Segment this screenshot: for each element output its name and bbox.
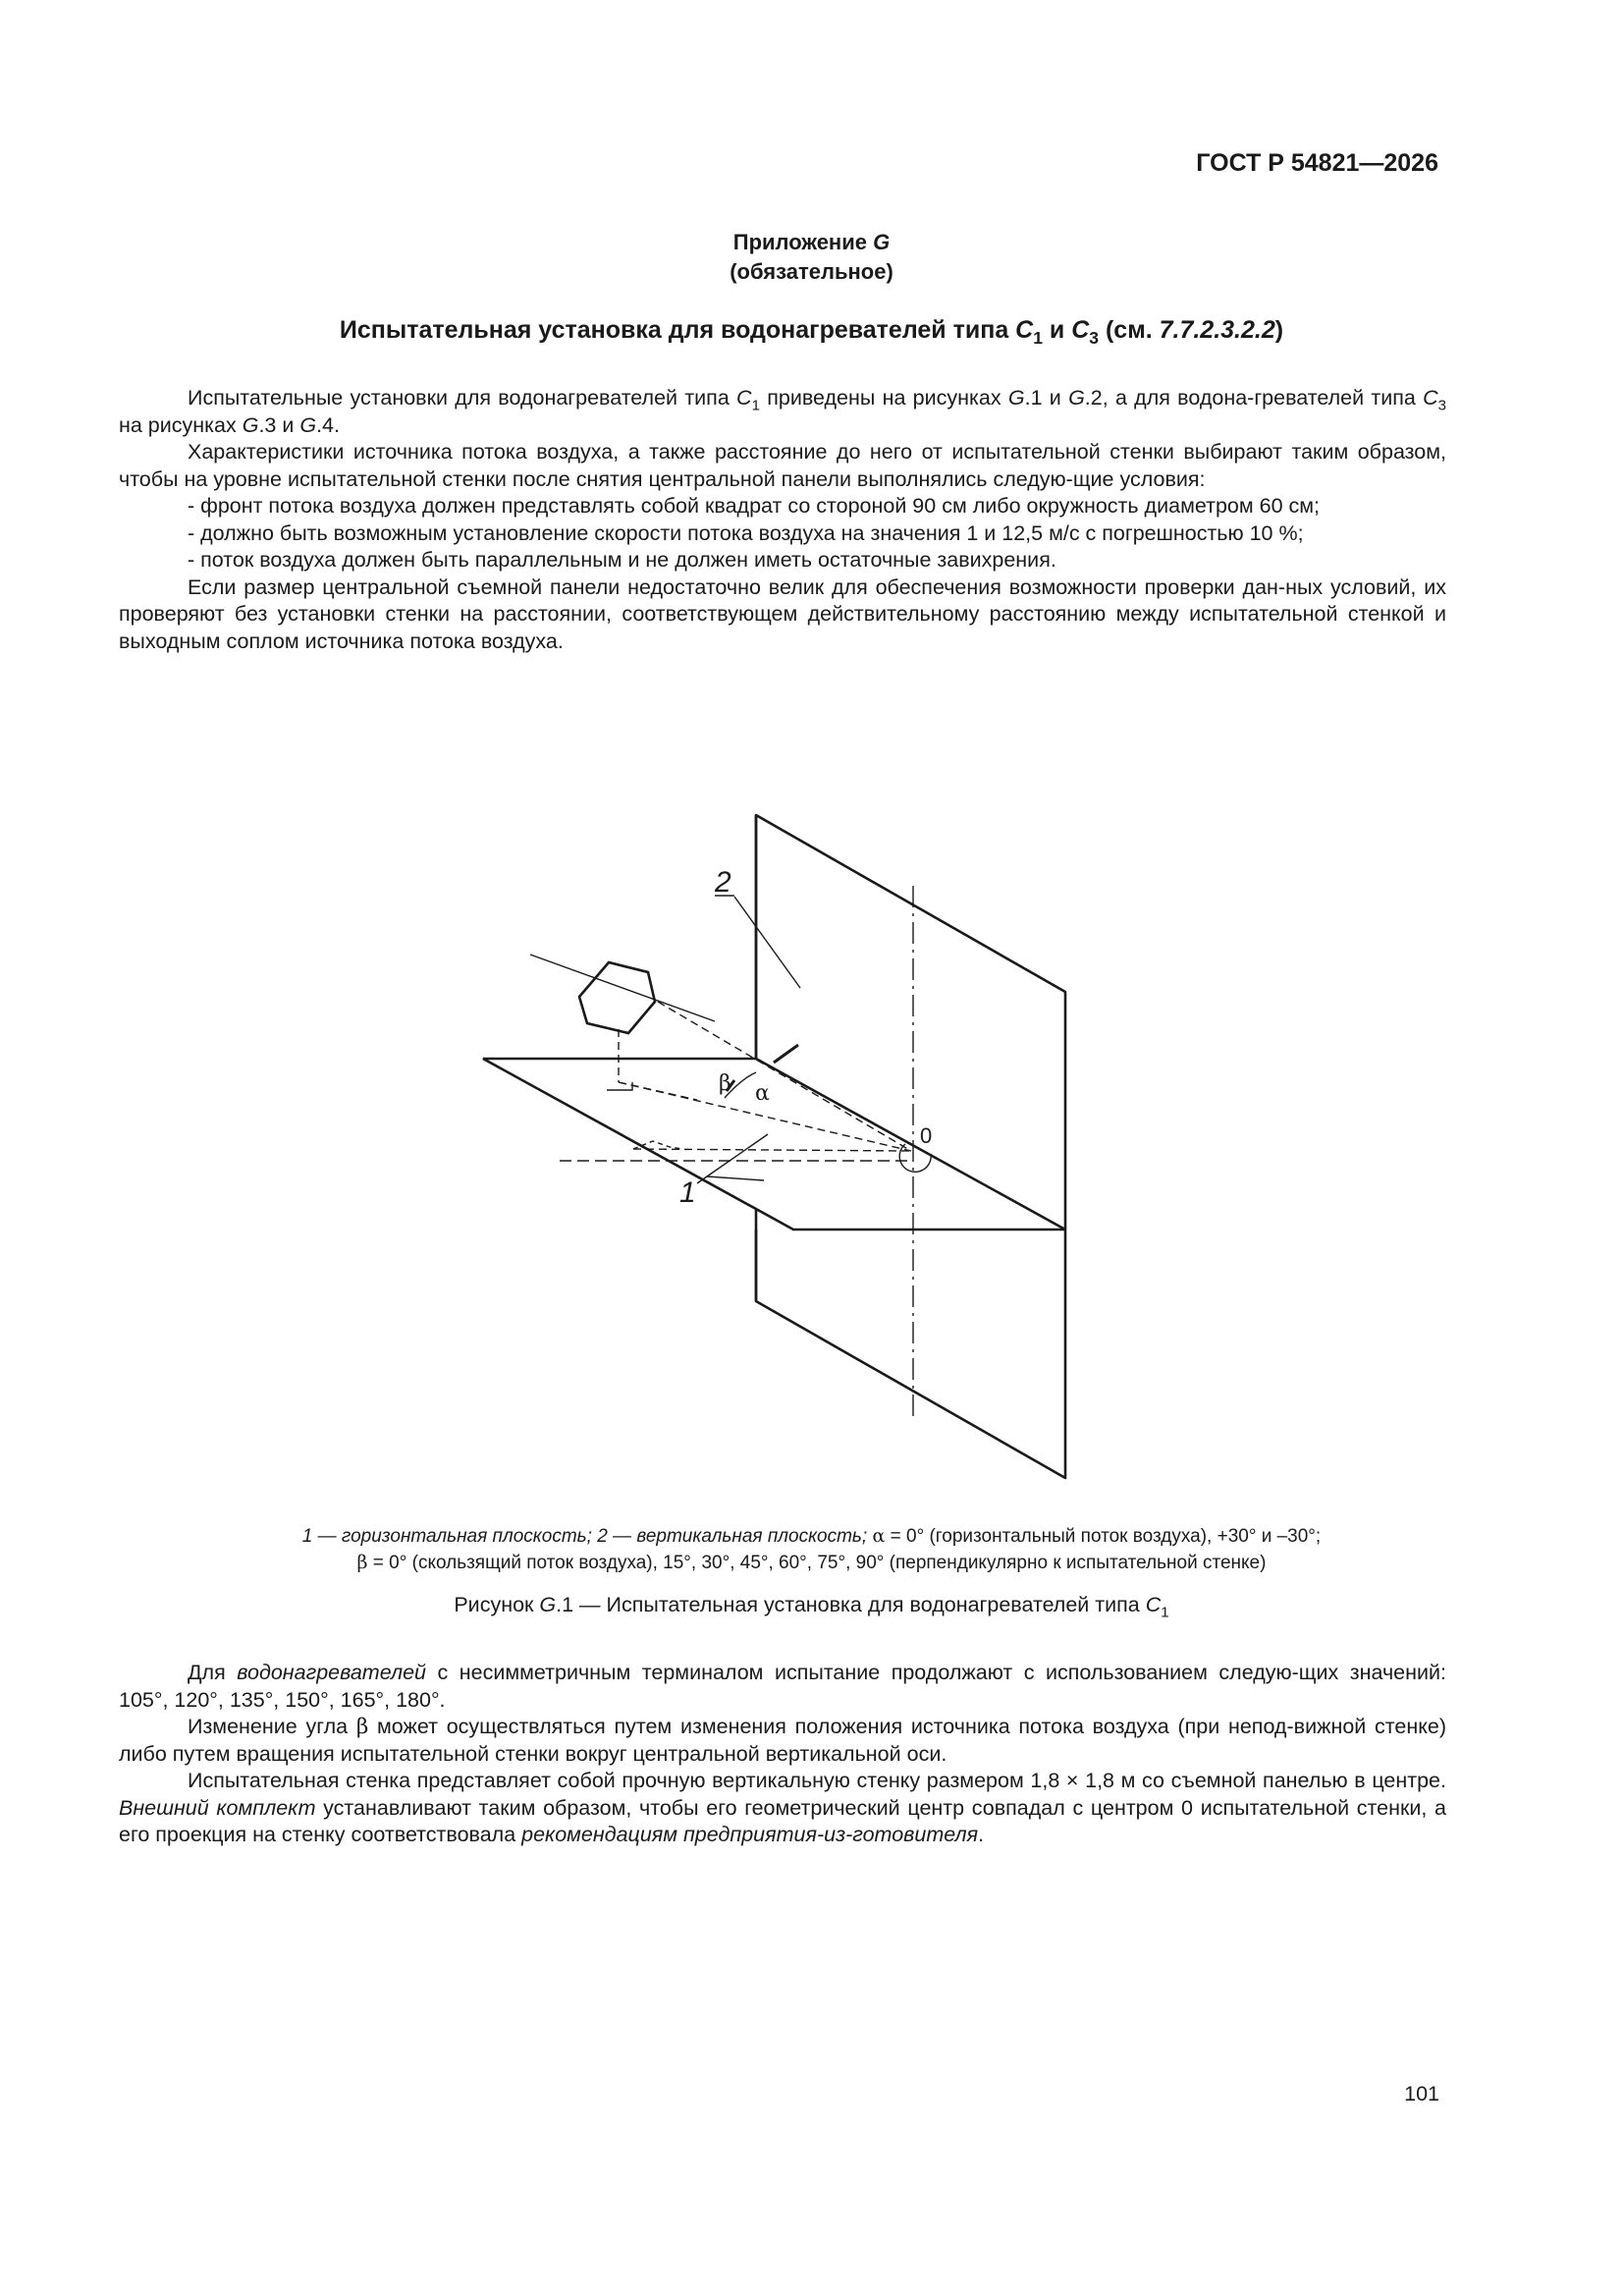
paragraph-1: Испытательные установки для водонагревателей типа $C_1$ приведены на рисунках G.1 и G.2, а для водона-гревателей типа $C_3$ на рисунках G.3 и G.4. bbox=[119, 386, 1446, 437]
list-item-1: - фронт потока воздуха должен представлять собой квадрат со стороной 90 см либо окружность диаметром 60 см; bbox=[188, 494, 1321, 518]
paragraph-5: Изменение угла β может осуществляться путем изменения положения источника потока воздуха (при непод-вижной стенке) либо путем вращения испытательной стенки вокруг центральной вертикальной оси. bbox=[119, 1715, 1446, 1766]
page-number: 101 bbox=[1404, 2082, 1439, 2105]
annex-heading bbox=[0, 228, 1623, 287]
air-source bbox=[579, 962, 655, 1033]
document-code: ГОСТ Р 54821—2026 bbox=[1196, 149, 1438, 177]
figure-legend: 1 — горизонтальная плоскость; 2 — вертикальная плоскость; α = 0° (горизонтальный поток воздуха), +30° и –30°; β = 0° (скользящий поток воздуха), 15°, 30°, 45°, 60°, 75°, 90° (перпендикулярно к испытательной стенке) bbox=[301, 1525, 1322, 1573]
annex-title: Испытательная установка для водонагревателей типа $C_1$ и $C_3$ (см. 7.7.2.3.2.2) bbox=[339, 316, 1284, 349]
closing-text bbox=[119, 1660, 1446, 1849]
horizontal-plane bbox=[483, 1059, 1065, 1230]
paragraph-3: Если размер центральной съемной панели недостаточно велик для обеспечения возможности проверки дан-ных условий, их проверяют без установки стенки на расстоянии, соответствующем действительному расстоянию между испытательной стенкой и выходным соплом источника потока воздуха. bbox=[119, 574, 1446, 653]
leader-line-2 bbox=[734, 897, 800, 988]
annex-label: Приложение G bbox=[732, 230, 891, 254]
intro-text bbox=[119, 385, 1446, 655]
paragraph-4: Для водонагревателей с несимметричным терминалом испытание продолжают с использованием следую-щих значений: 105°, 120°, 135°, 150°, 165°, 180°. bbox=[119, 1661, 1446, 1712]
list-item-3: - поток воздуха должен быть параллельным и не должен иметь остаточные завихрения. bbox=[188, 548, 1056, 572]
list-item-2: - должно быть возможным установление скорости потока воздуха на значения 1 и 12,5 м/с с погрешностью 10 %; bbox=[188, 520, 1304, 545]
label-beta: β bbox=[719, 1071, 731, 1096]
label-2: 2 bbox=[715, 866, 731, 899]
test-rig-figure bbox=[461, 805, 1100, 1493]
label-1: 1 bbox=[679, 1176, 696, 1209]
figure-caption: Рисунок G.1 — Испытательная установка для водонагревателей типа $C_1$ bbox=[454, 1593, 1169, 1621]
paragraph-6: Испытательная стенка представляет собой прочную вертикальную стенку размером 1,8 × 1,8 м со съемной панелью в центре. Внешний комплект устанавливают таким образом, чтобы его геометрический центр совпадал с центром 0 испытательной стенки, а его проекция на стенку соответствовала рекомендациям предприятия-из-готовителя. bbox=[119, 1769, 1446, 1846]
annex-status: (обязательное) bbox=[730, 259, 893, 284]
label-alpha: α bbox=[755, 1081, 770, 1106]
label-0: 0 bbox=[920, 1123, 933, 1148]
paragraph-2: Характеристики источника потока воздуха, а также расстояние до него от испытательной стенки выбирают таким образом, чтобы на уровне испытательной стенки после снятия центральной панели выполнялись следую-щие условия: bbox=[119, 440, 1446, 491]
